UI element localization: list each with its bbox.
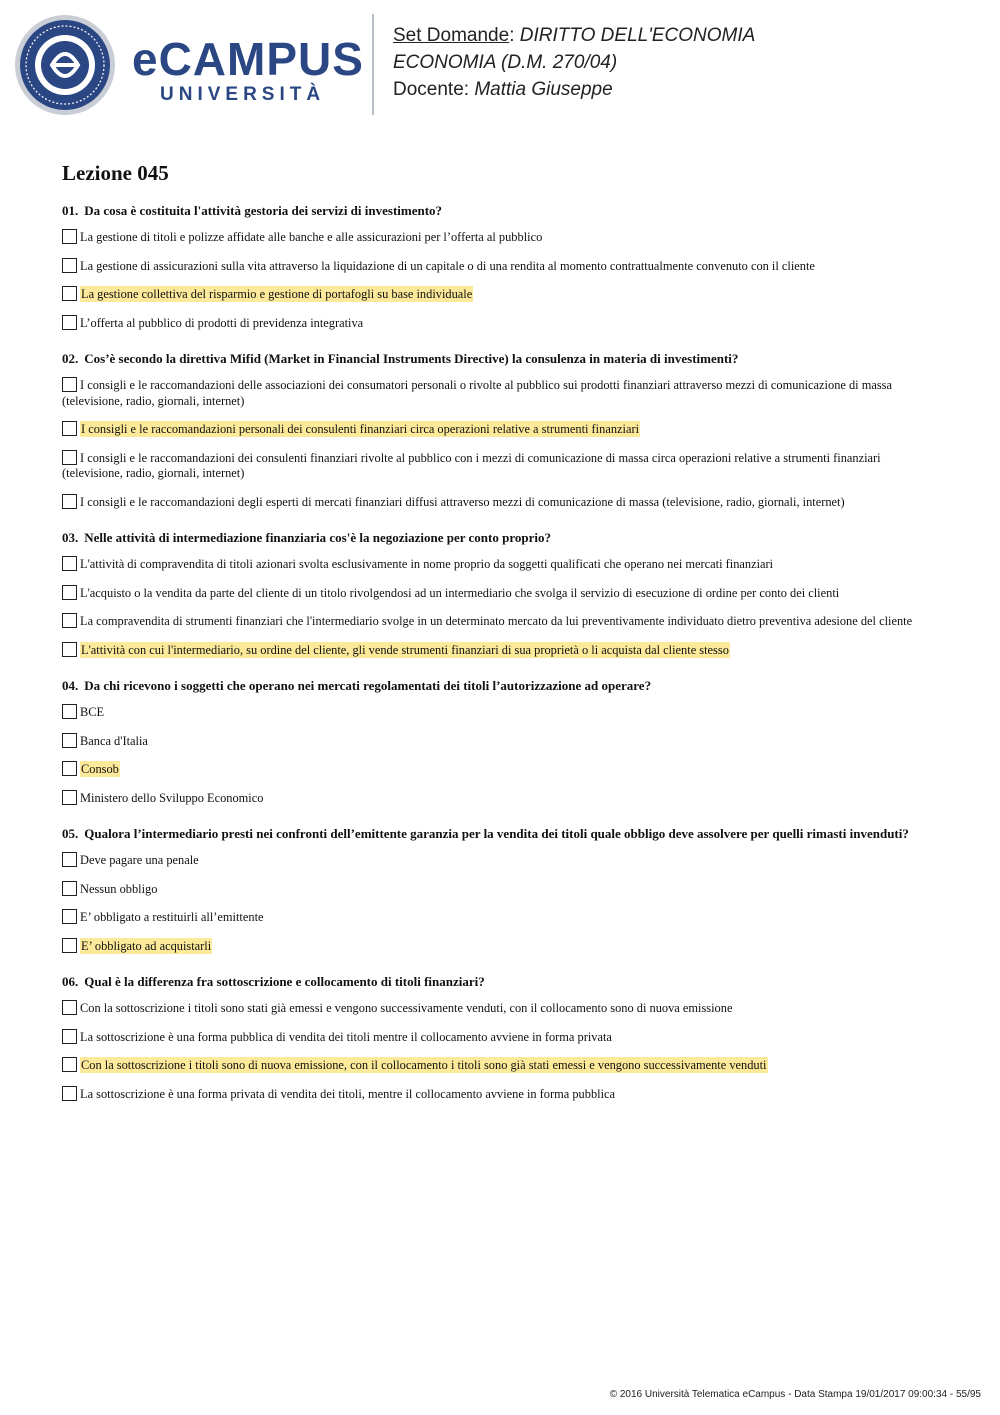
- answer-label: La gestione di assicurazioni sulla vita attraverso la liquidazione di un capitale o di una rendita al momento contrattualmente convenuto con il cliente: [80, 258, 815, 273]
- question-label: Nelle attività di intermediazione finanziaria cos'è la negoziazione per conto proprio?: [84, 530, 551, 545]
- question-number: 02.: [62, 351, 79, 366]
- set-title-line2: ECONOMIA (D.M. 270/04): [393, 52, 618, 73]
- answer-checkbox[interactable]: [62, 494, 77, 509]
- answer-label: La compravendita di strumenti finanziari che l'intermediario svolge in un determinato mercato da lui preventivamente individuato dietro preventiva adesione del cliente: [80, 614, 913, 628]
- answer-checkbox[interactable]: [62, 613, 77, 628]
- answer-label: Deve pagare una penale: [80, 853, 199, 867]
- answer-checkbox[interactable]: [62, 1029, 77, 1044]
- logo-subtext: UNIVERSITÀ: [160, 84, 326, 105]
- answer-checkbox[interactable]: [62, 704, 77, 719]
- question-text: [62, 351, 940, 367]
- page-footer: © 2016 Università Telematica eCampus - Data Stampa 19/01/2017 09:00:34 - 55/95: [609, 1389, 981, 1400]
- question-label: Qualora l’intermediario presti nei confronti dell’emittente garanzia per la vendita dei titoli quale obbligo deve assolvere per quelli rimasti invenduti?: [84, 826, 909, 841]
- answer-label-highlighted: Con la sottoscrizione i titoli sono di nuova emissione, con il collocamento i titoli sono già stati emessi e vengono successivamente venduti: [81, 1058, 767, 1072]
- answer-label-highlighted: L'attività con cui l'intermediario, su ordine del cliente, gli vende strumenti finanziari di sua proprietà o li acquista dal cliente stesso: [81, 642, 729, 657]
- answer-label: La sottoscrizione è una forma privata di vendita dei titoli, mentre il collocamento avviene in forma pubblica: [80, 1086, 616, 1101]
- answer-checkbox[interactable]: [62, 881, 77, 896]
- answer-checkbox[interactable]: [62, 1086, 77, 1101]
- question-label: Da chi ricevono i soggetti che operano nei mercati regolamentati dei titoli l’autorizzazione ad operare?: [84, 678, 652, 693]
- answer-option[interactable]: [62, 790, 940, 807]
- question-block: [62, 203, 940, 331]
- answer-label: La gestione di titoli e polizze affidate alle banche e alle assicurazioni per l’offerta al pubblico: [80, 230, 543, 244]
- answer-option[interactable]: [62, 613, 940, 630]
- answer-label: I consigli e le raccomandazioni dei consulenti finanziari rivolte al pubblico con i mezzi di comunicazione di massa circa operazioni relative a strumenti finanziari (televisione, radio, giornali, internet): [62, 450, 881, 480]
- answer-label: Banca d'Italia: [80, 733, 148, 748]
- question-text: [62, 530, 940, 546]
- answer-label: Nessun obbligo: [80, 881, 158, 896]
- question-text: [62, 203, 940, 219]
- set-label: Set Domande: [393, 25, 510, 46]
- set-title-line1: DIRITTO DELL'ECONOMIA: [519, 25, 756, 46]
- question-number: 04.: [62, 678, 79, 693]
- question-text: [62, 974, 940, 990]
- answer-label: Con la sottoscrizione i titoli sono stati già emessi e vengono successivamente venduti, con il collocamento sono di nuova emissione: [80, 1001, 733, 1015]
- answer-option[interactable]: [62, 909, 940, 926]
- answer-option[interactable]: [62, 1057, 940, 1074]
- question-number: 05.: [62, 826, 79, 841]
- question-number: 01.: [62, 203, 79, 218]
- ecampus-seal-icon: [14, 14, 116, 116]
- answer-checkbox[interactable]: [62, 790, 77, 805]
- answer-label: BCE: [80, 705, 105, 719]
- answer-label: Ministero dello Sviluppo Economico: [80, 790, 264, 805]
- answer-label: La sottoscrizione è una forma pubblica di vendita dei titoli mentre il collocamento avviene in forma privata: [80, 1029, 612, 1044]
- answer-checkbox[interactable]: [62, 286, 77, 301]
- question-text: [62, 826, 940, 842]
- teacher-name: Mattia Giuseppe: [474, 79, 613, 100]
- question-set: [62, 159, 940, 1122]
- logo-text: eCAMPUS: [132, 33, 364, 85]
- question-block: [62, 351, 940, 510]
- header-divider: [372, 14, 374, 115]
- answer-checkbox[interactable]: [62, 733, 77, 748]
- answer-option[interactable]: [62, 286, 940, 303]
- question-label: Cos’è secondo la direttiva Mifid (Market in Financial Instruments Directive) la consulenza in materia di investimenti?: [84, 351, 739, 366]
- answer-label: L'attività di compravendita di titoli azionari svolta esclusivamente in nome proprio da soggetti qualificati che operano nei mercati finanziari: [80, 557, 774, 571]
- answer-option[interactable]: [62, 1086, 940, 1103]
- answer-option[interactable]: [62, 733, 940, 750]
- answer-label-highlighted: E’ obbligato ad acquistarli: [81, 938, 212, 953]
- answer-option[interactable]: [62, 229, 940, 246]
- answer-checkbox[interactable]: [62, 450, 77, 465]
- answer-option[interactable]: [62, 761, 940, 778]
- answer-option[interactable]: [62, 494, 940, 511]
- answer-option[interactable]: [62, 1029, 940, 1046]
- set-line: Set Domande: DIRITTO DELL'ECONOMIA: [393, 25, 756, 46]
- question-number: 03.: [62, 530, 79, 545]
- question-block: [62, 530, 940, 658]
- answer-label: L'acquisto o la vendita da parte del cliente di un titolo rivolgendosi ad un intermediario che svolga il servizio di esecuzione di ordine per conto dei clienti: [80, 585, 840, 600]
- answer-checkbox[interactable]: [62, 909, 77, 924]
- answer-label-highlighted: I consigli e le raccomandazioni personali dei consulenti finanziari circa operazioni relative a strumenti finanziari: [81, 422, 640, 436]
- answer-option[interactable]: [62, 556, 940, 573]
- answer-option[interactable]: [62, 450, 940, 482]
- answer-checkbox[interactable]: [62, 377, 77, 392]
- answer-option[interactable]: [62, 1000, 940, 1017]
- question-label: Qual è la differenza fra sottoscrizione e collocamento di titoli finanziari?: [84, 974, 485, 989]
- answer-label-highlighted: La gestione collettiva del risparmio e gestione di portafogli su base individuale: [81, 287, 473, 301]
- answer-label: L’offerta al pubblico di prodotti di previdenza integrativa: [80, 315, 364, 330]
- answer-option[interactable]: [62, 315, 940, 332]
- answer-checkbox[interactable]: [62, 852, 77, 867]
- ecampus-wordmark: [132, 33, 364, 106]
- answer-checkbox[interactable]: [62, 315, 77, 330]
- answer-option[interactable]: [62, 258, 940, 275]
- answer-option[interactable]: [62, 585, 940, 602]
- answer-option[interactable]: [62, 704, 940, 721]
- question-label: Da cosa è costituita l'attività gestoria dei servizi di investimento?: [84, 203, 443, 218]
- answer-option[interactable]: [62, 881, 940, 898]
- answer-checkbox[interactable]: [62, 938, 77, 953]
- header-info: [393, 22, 755, 103]
- answer-checkbox[interactable]: [62, 585, 77, 600]
- answer-checkbox[interactable]: [62, 761, 77, 776]
- question-number: 06.: [62, 974, 79, 989]
- question-block: [62, 678, 940, 806]
- answer-label: E’ obbligato a restituirli all’emittente: [80, 910, 264, 924]
- question-block: [62, 974, 940, 1102]
- answer-option[interactable]: [62, 642, 940, 659]
- answer-label: I consigli e le raccomandazioni delle associazioni dei consumatori personali o rivolte al pubblico sui prodotti finanziari attraverso mezzi di comunicazione di massa (televisione, radio, giornali, internet): [62, 378, 893, 408]
- answer-checkbox[interactable]: [62, 229, 77, 244]
- question-list: [62, 203, 940, 1102]
- answer-label-highlighted: Consob: [81, 762, 119, 776]
- answer-option[interactable]: [62, 377, 940, 409]
- answer-checkbox[interactable]: [62, 1000, 77, 1015]
- answer-option[interactable]: [62, 852, 940, 869]
- teacher-label: Docente:: [393, 79, 470, 100]
- answer-label: I consigli e le raccomandazioni degli esperti di mercati finanziari diffusi attraverso mezzi di comunicazione di massa (televisione, radio, giornali, internet): [80, 494, 845, 509]
- answer-checkbox[interactable]: [62, 258, 77, 273]
- teacher-line: [393, 76, 755, 103]
- answer-option[interactable]: [62, 938, 940, 955]
- answer-option[interactable]: [62, 421, 940, 438]
- lesson-title: Lezione 045: [62, 161, 169, 185]
- question-block: [62, 826, 940, 954]
- question-text: [62, 678, 940, 694]
- answer-checkbox[interactable]: [62, 642, 77, 657]
- answer-checkbox[interactable]: [62, 556, 77, 571]
- answer-checkbox[interactable]: [62, 1057, 77, 1072]
- answer-checkbox[interactable]: [62, 421, 77, 436]
